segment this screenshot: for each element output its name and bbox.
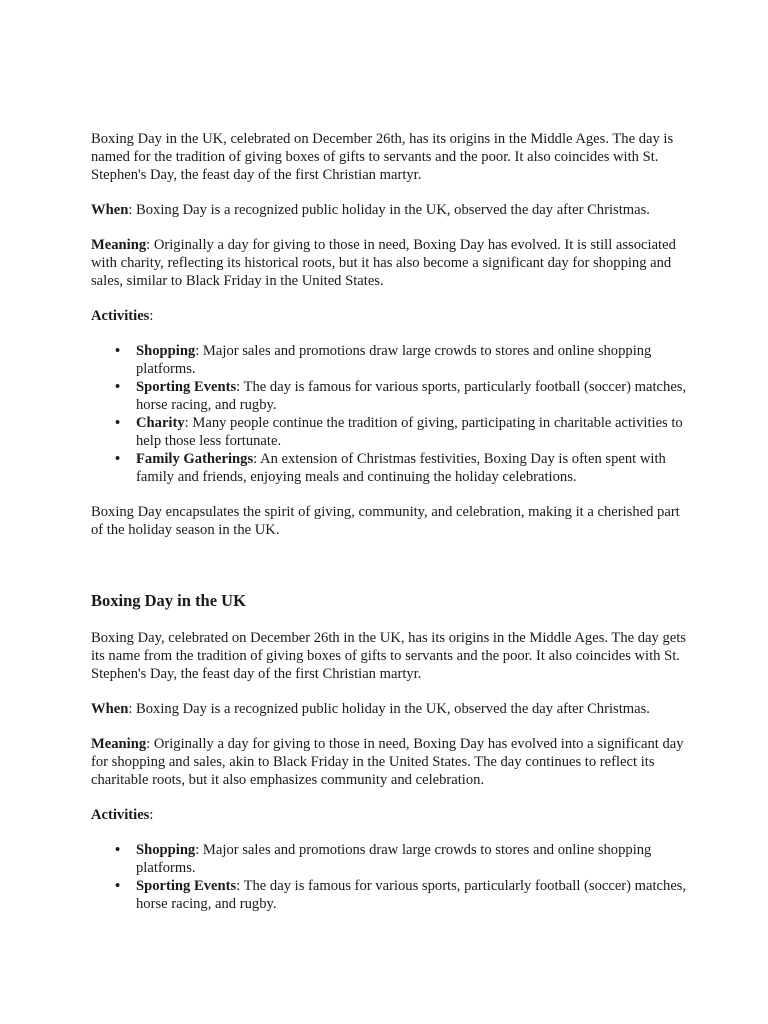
activity-text: : Major sales and promotions draw large crowds to stores and online shopping platforms.: [136, 343, 652, 377]
meaning-label: Meaning: [91, 736, 147, 752]
activity-text: : The day is famous for various sports, particularly football (soccer) matches, horse racing, and rugby.: [136, 379, 687, 413]
intro-paragraph: Boxing Day, celebrated on December 26th in the UK, has its origins in the Middle Ages. The day gets its name from the tradition of giving boxes of gifts to servants and the poor. It also coincides with St. Stephen's Day, the feast day of the first Christian martyr.: [91, 630, 686, 682]
when-label: When: [91, 202, 129, 218]
section-2: [91, 591, 691, 913]
activity-label: Family Gatherings: [136, 451, 254, 467]
activity-text: : The day is famous for various sports, particularly football (soccer) matches, horse racing, and rugby.: [136, 878, 687, 912]
bullet-icon: •: [115, 343, 121, 359]
activities-colon: :: [149, 308, 154, 324]
meaning-label: Meaning: [91, 237, 147, 253]
meaning-text: : Originally a day for giving to those in need, Boxing Day has evolved. It is still associated with charity, reflecting its historical roots, but it has also become a significant day for shopping and sales, similar to Black Friday in the United States.: [91, 237, 676, 289]
activities-colon: :: [149, 807, 154, 823]
document-body: [91, 130, 691, 913]
activities-list: [91, 841, 691, 913]
section-heading: Boxing Day in the UK: [91, 591, 246, 610]
activities-heading: [91, 806, 691, 824]
activities-label: Activities: [91, 308, 150, 324]
activity-text: : Many people continue the tradition of giving, participating in charitable activities to help those less fortunate.: [136, 415, 683, 449]
when-text: : Boxing Day is a recognized public holiday in the UK, observed the day after Christmas.: [128, 202, 650, 218]
activity-label: Shopping: [136, 842, 196, 858]
bullet-icon: •: [115, 842, 121, 858]
activity-label: Sporting Events: [136, 878, 237, 894]
activity-text: : An extension of Christmas festivities, Boxing Day is often spent with family and friends, enjoying meals and continuing the holiday celebrations.: [136, 451, 666, 485]
when-paragraph: [91, 201, 691, 219]
when-paragraph: [91, 700, 691, 718]
activity-label: Charity: [136, 415, 185, 431]
activity-text: : Major sales and promotions draw large crowds to stores and online shopping platforms.: [136, 842, 652, 876]
bullet-icon: •: [115, 878, 121, 894]
list-item: [115, 877, 691, 913]
when-label: When: [91, 701, 129, 717]
list-item: [115, 841, 691, 877]
list-item: [115, 342, 691, 378]
meaning-paragraph: [91, 735, 691, 789]
meaning-text: : Originally a day for giving to those in need, Boxing Day has evolved into a significant day for shopping and sales, akin to Black Friday in the United States. The day continues to reflect its charitable roots, but it also emphasizes community and celebration.: [91, 736, 684, 788]
list-item: [115, 378, 691, 414]
list-item: [115, 450, 691, 486]
activities-heading: [91, 307, 691, 325]
activity-label: Shopping: [136, 343, 196, 359]
intro-paragraph: Boxing Day in the UK, celebrated on December 26th, has its origins in the Middle Ages. The day is named for the tradition of giving boxes of gifts to servants and the poor. It also coincides with St. Stephen's Day, the feast day of the first Christian martyr.: [91, 131, 674, 183]
bullet-icon: •: [115, 451, 121, 467]
activities-list: [91, 342, 691, 486]
activities-label: Activities: [91, 807, 150, 823]
bullet-icon: •: [115, 379, 121, 395]
bullet-icon: •: [115, 415, 121, 431]
list-item: [115, 414, 691, 450]
conclusion-paragraph: Boxing Day encapsulates the spirit of giving, community, and celebration, making it a cherished part of the holiday season in the UK.: [91, 504, 680, 538]
activity-label: Sporting Events: [136, 379, 237, 395]
when-text: : Boxing Day is a recognized public holiday in the UK, observed the day after Christmas.: [128, 701, 650, 717]
section-1: [91, 130, 691, 539]
meaning-paragraph: [91, 236, 691, 290]
